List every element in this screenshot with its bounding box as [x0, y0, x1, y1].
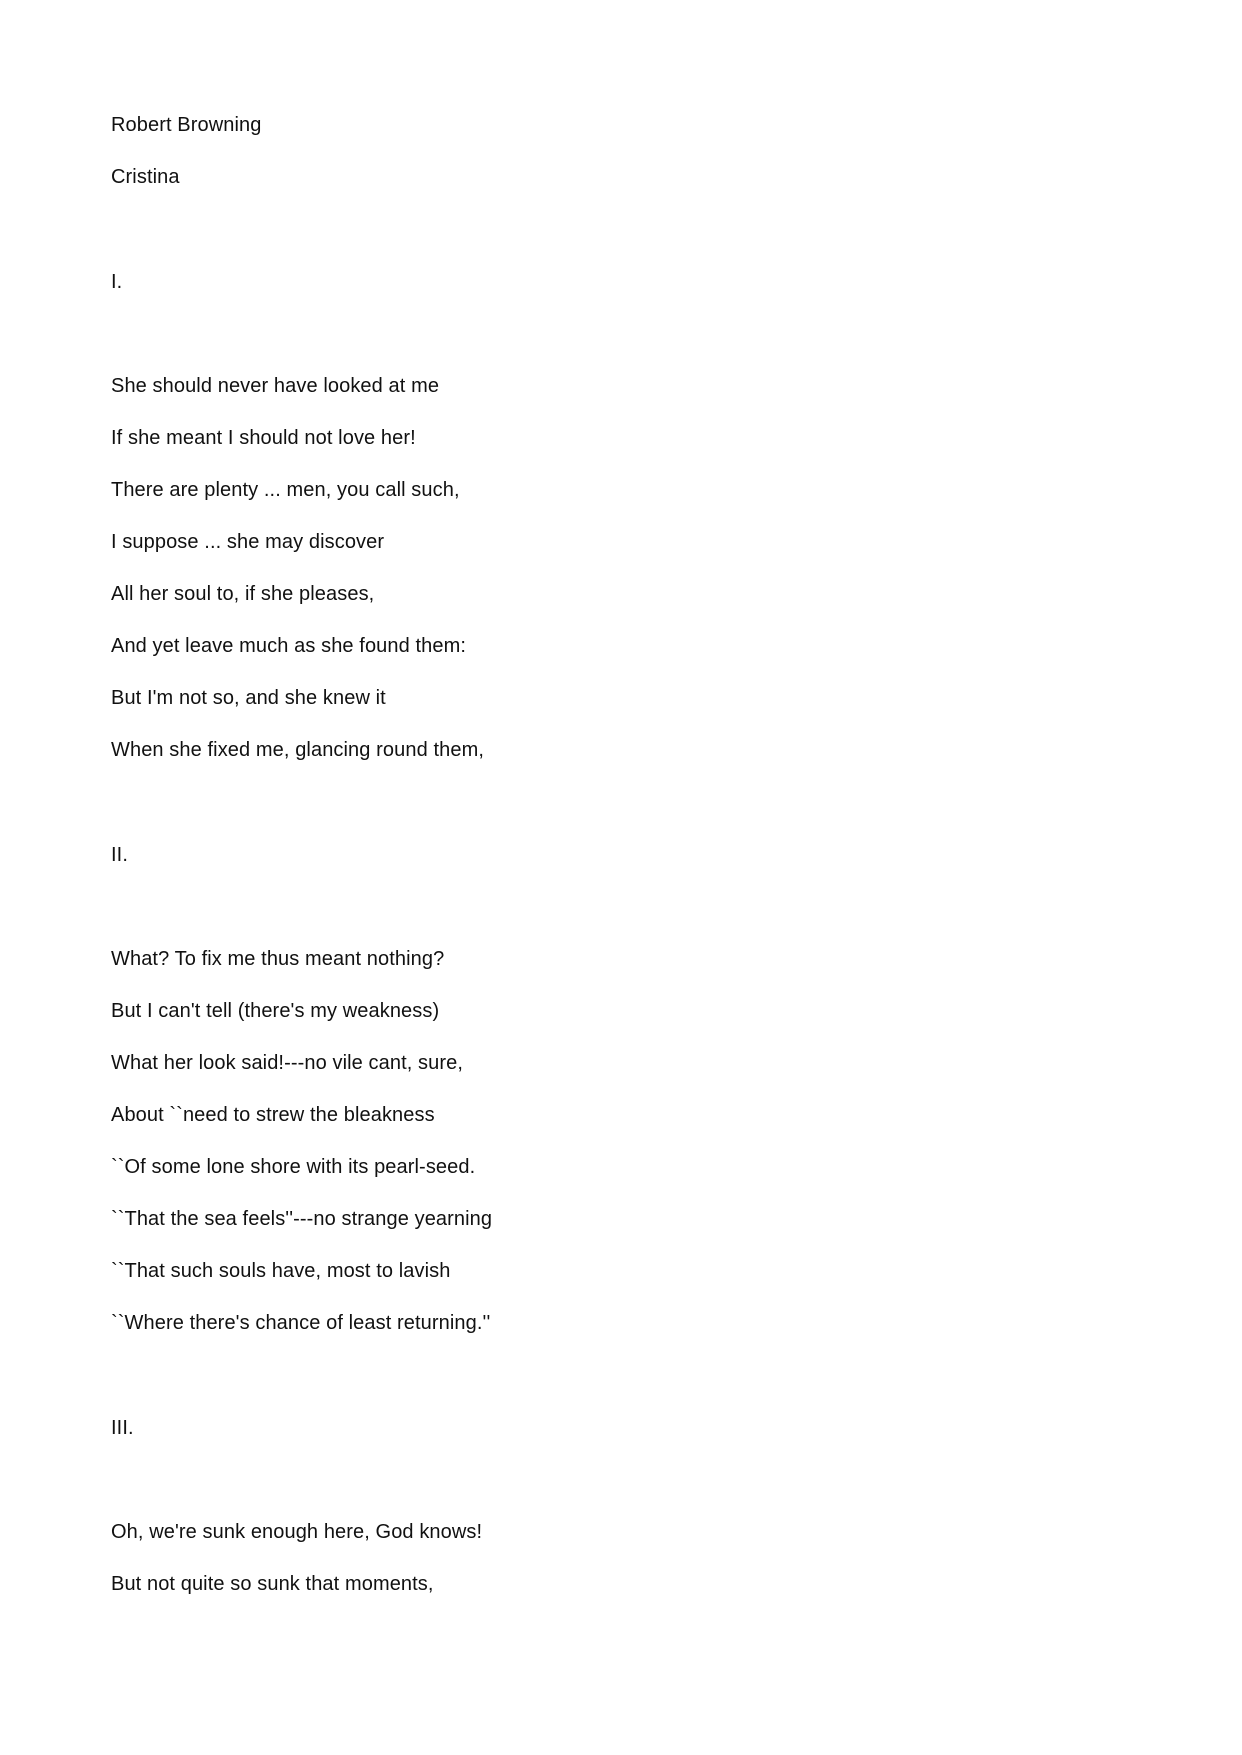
poem-line: ``That the sea feels''---no strange yearning [111, 1208, 493, 1230]
poem-line: Oh, we're sunk enough here, God knows! [111, 1521, 483, 1543]
poem-line: But I can't tell (there's my weakness) [111, 1000, 440, 1022]
poem-line: And yet leave much as she found them: [111, 635, 467, 657]
poem-line: I suppose ... she may discover [111, 531, 385, 553]
poem-line: There are plenty ... men, you call such, [111, 479, 460, 501]
poem-line: When she fixed me, glancing round them, [111, 739, 484, 761]
poem-line: ``Of some lone shore with its pearl-seed. [111, 1156, 476, 1178]
poem-line: She should never have looked at me [111, 375, 440, 397]
poem-line: All her soul to, if she pleases, [111, 583, 375, 605]
poem-line: What her look said!---no vile cant, sure, [111, 1052, 464, 1074]
author-name: Robert Browning [111, 114, 262, 136]
stanza-numeral: III. [111, 1417, 134, 1439]
stanza-numeral: I. [111, 271, 123, 293]
poem-line: If she meant I should not love her! [111, 427, 416, 449]
poem-title: Cristina [111, 166, 180, 188]
poem-line: But I'm not so, and she knew it [111, 687, 386, 709]
poem-line: ``Where there's chance of least returning.'' [111, 1312, 491, 1334]
poem-line: But not quite so sunk that moments, [111, 1573, 434, 1595]
poem-line: About ``need to strew the bleakness [111, 1104, 435, 1126]
stanza-numeral: II. [111, 844, 128, 866]
poem-line: ``That such souls have, most to lavish [111, 1260, 451, 1282]
poem-line: What? To fix me thus meant nothing? [111, 948, 445, 970]
